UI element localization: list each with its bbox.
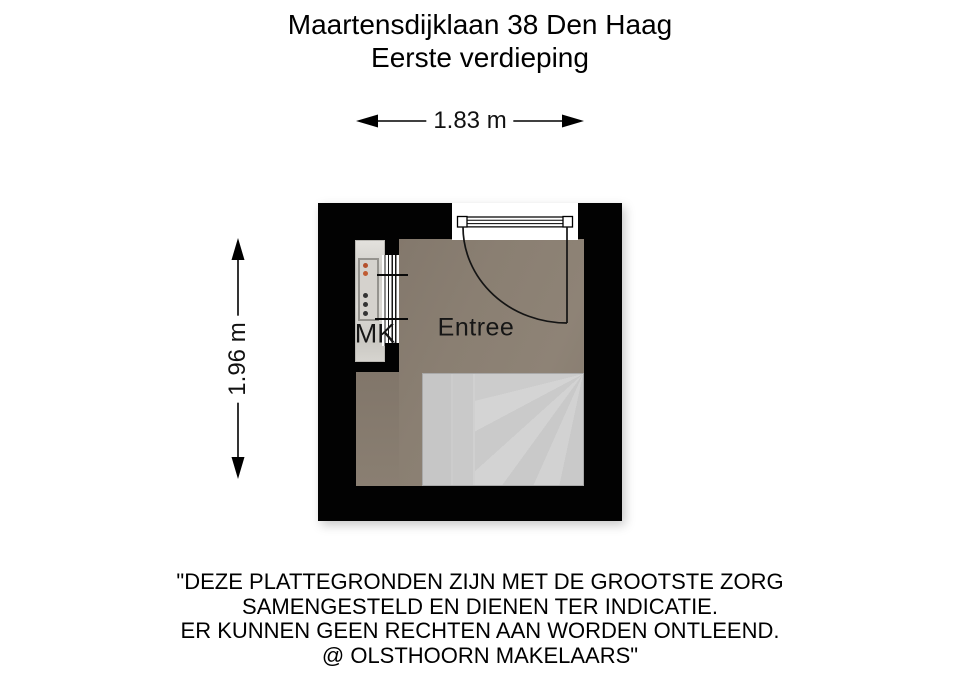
arrow-down-icon [232, 457, 245, 479]
disclaimer-line: SAMENGESTELD EN DIENEN TER INDICATIE. [242, 593, 718, 619]
room-label-mk: MK [354, 318, 396, 349]
floorplan [318, 203, 622, 521]
door-jamb [563, 217, 573, 228]
door-jamb [458, 217, 468, 228]
width-dimension-label: 1.83 m [426, 107, 513, 135]
arrow-right-icon [562, 115, 584, 128]
door-swing-arc [463, 227, 567, 323]
arrow-left-icon [356, 115, 378, 128]
room-label-entree: Entree [437, 313, 515, 342]
title-floor-name: Eerste verdieping [371, 42, 589, 73]
disclaimer [0, 570, 960, 668]
disclaimer-line: ER KUNNEN GEEN RECHTEN AAN WORDEN ONTLEEND. [180, 618, 780, 643]
height-dimension-label: 1.96 m [224, 315, 252, 402]
disclaimer-line: "DEZE PLATTEGRONDEN ZIJN MET DE GROOTSTE ZORG [176, 569, 784, 594]
height-dimension [225, 238, 251, 479]
width-dimension [356, 108, 584, 134]
arrow-up-icon [232, 238, 245, 260]
page-title [0, 8, 960, 74]
disclaimer-line: @ OLSTHOORN MAKELAARS" [321, 642, 639, 668]
title-address: Maartensdijklaan 38 Den Haag [287, 9, 673, 40]
plan-linework [318, 203, 622, 521]
